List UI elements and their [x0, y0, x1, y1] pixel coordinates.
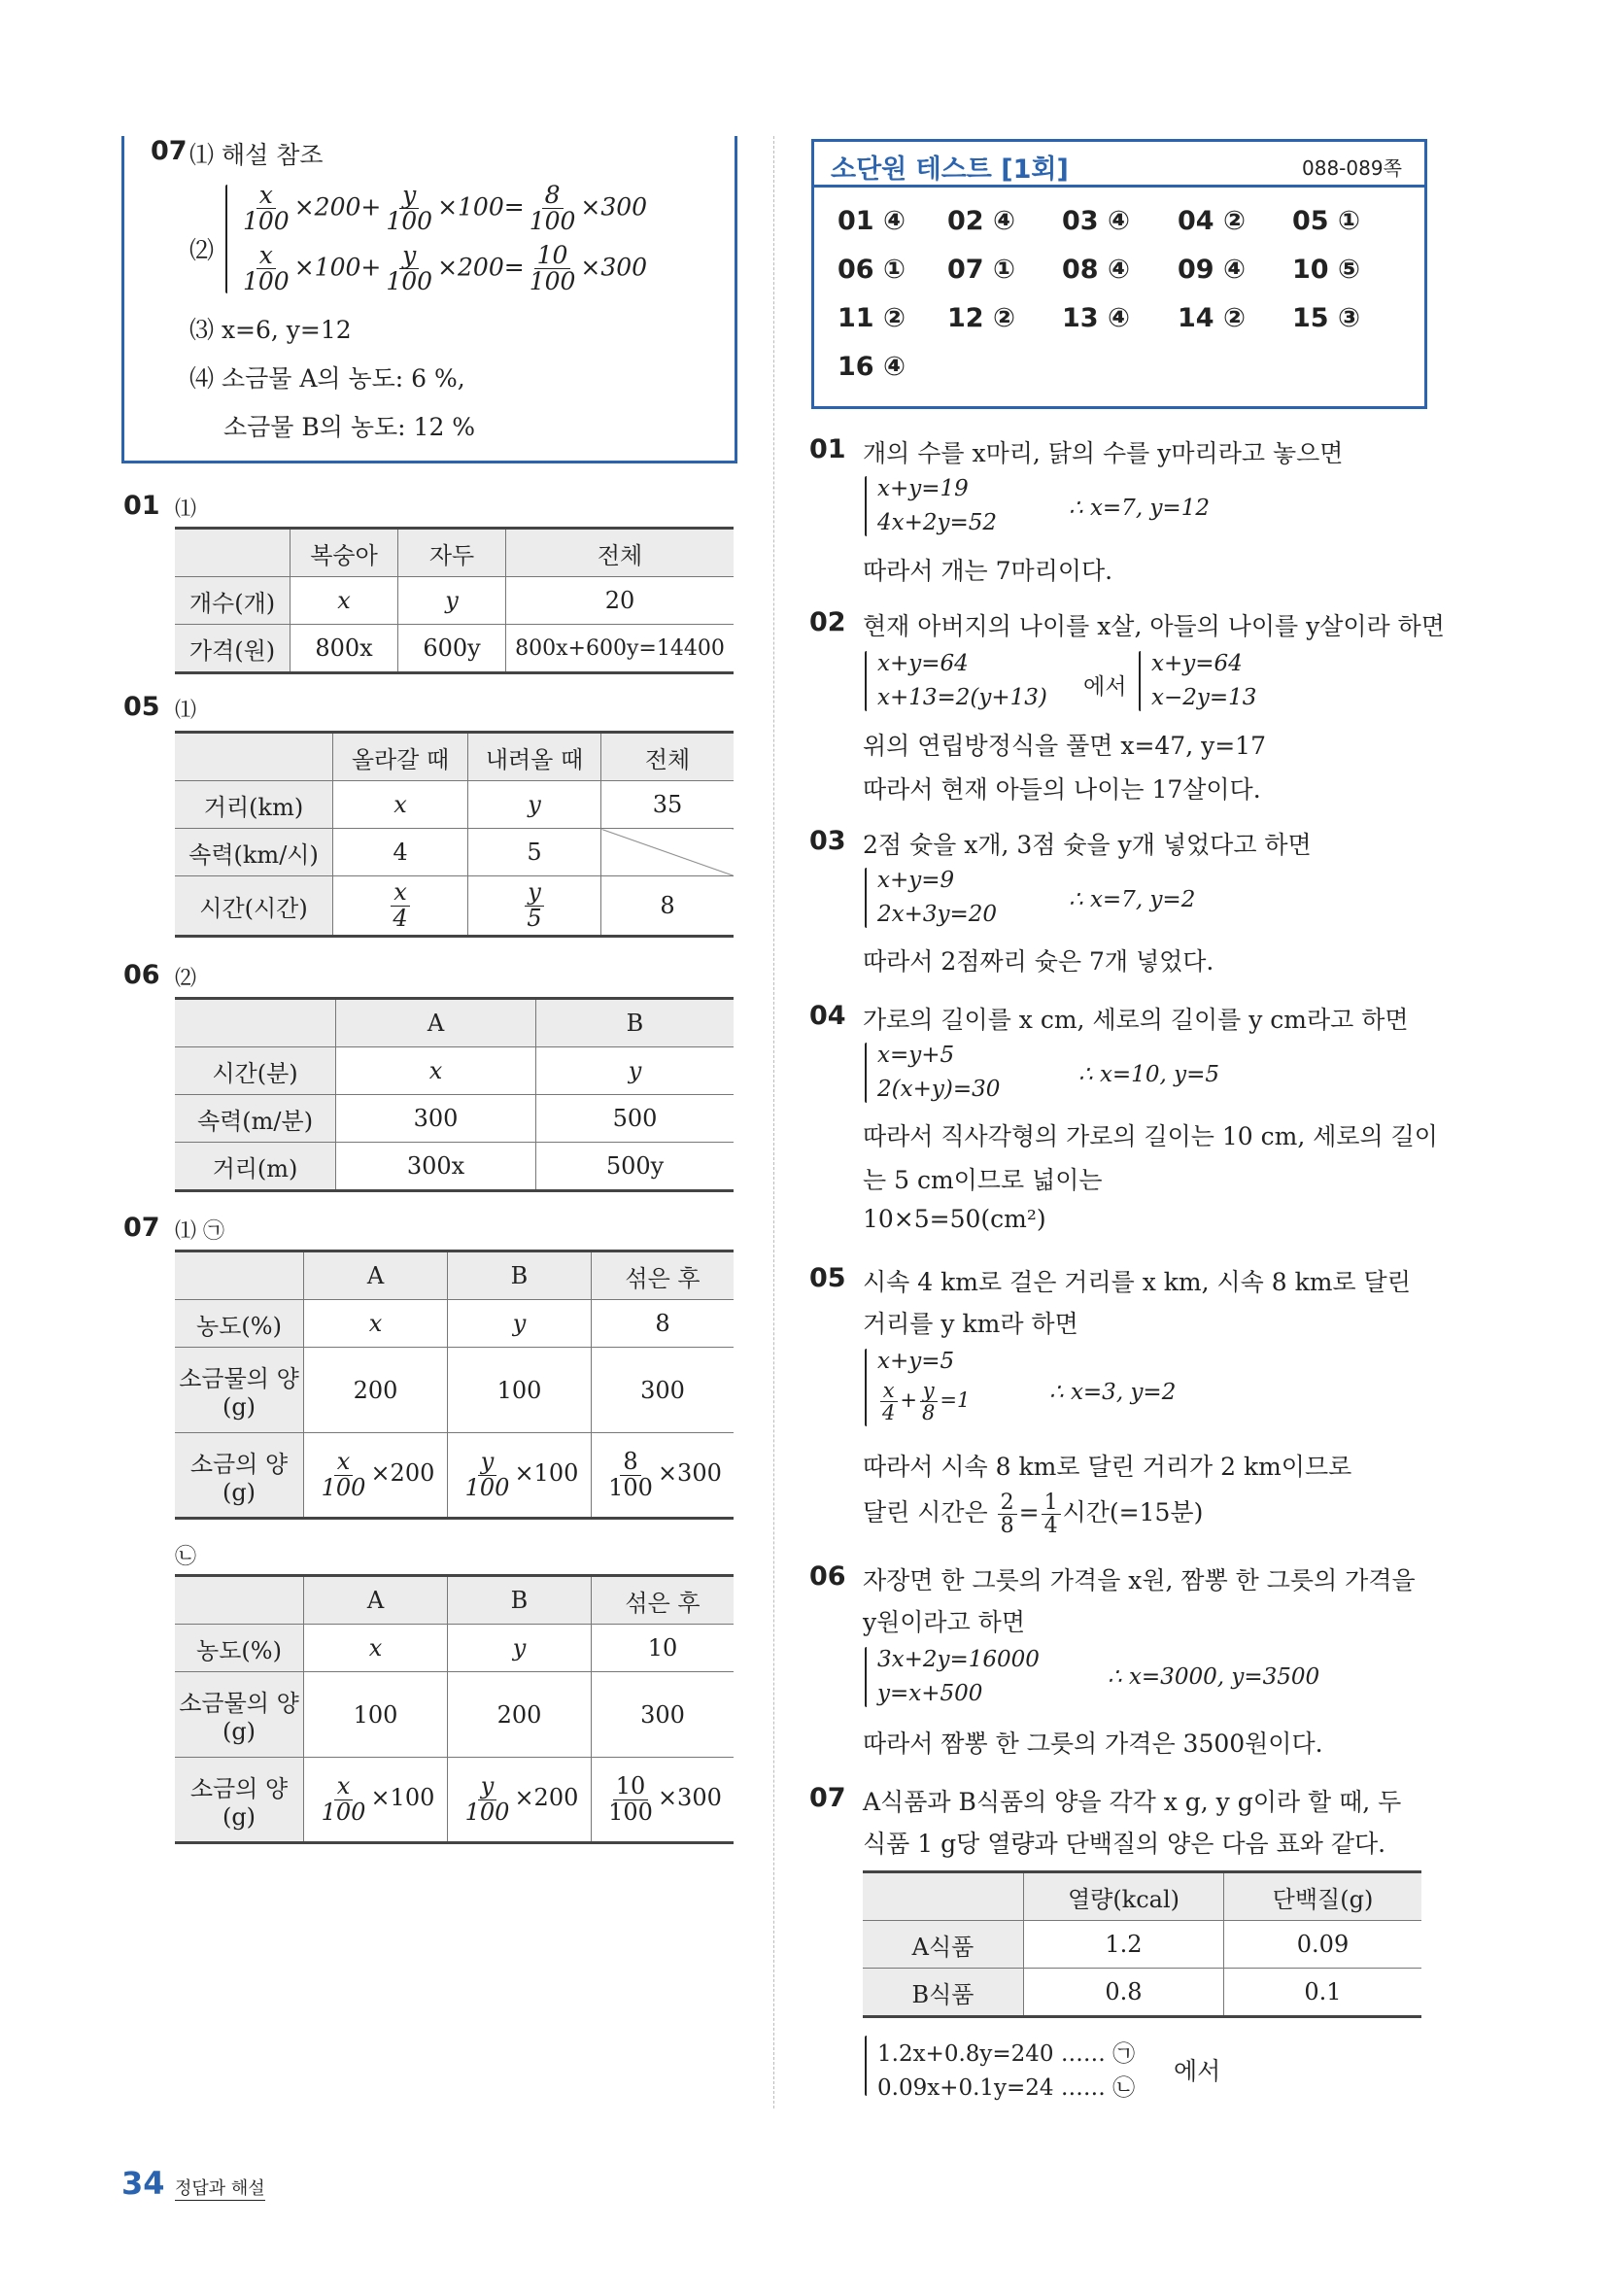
system-brace — [225, 185, 227, 293]
equation: x+y=19 — [877, 476, 969, 501]
answer-line: ⑶ x=6, y=12 — [189, 316, 352, 344]
solution-text: 는 5 cm이므로 넓이는 — [863, 1166, 1103, 1194]
sub-label: ⑴ — [175, 497, 197, 522]
question-number: 07 — [809, 1783, 846, 1813]
solution-text: 따라서 2점짜리 슛은 7개 넣었다. — [863, 947, 1214, 976]
equation-1: $\frac{x}{100}$ ×200+ $\frac{y}{100}$ ×100= $\frac{8}{100}$ ×300 — [243, 181, 648, 236]
result: ∴ x=10, y=5 — [1078, 1062, 1219, 1087]
test-answer: 04 ② — [1178, 206, 1246, 236]
result: ∴ x=7, y=2 — [1069, 887, 1196, 912]
sub-label: ⑴ ㉠ — [175, 1219, 224, 1244]
system-brace — [865, 1647, 867, 1707]
table-q07-a: A B 섞은 후 농도(%) x y 8 소금물의 양(g) 200 100 300 소금의 양(g) $\frac{x}{100}$ ×200 $\frac{y}{100}$ ×100 $\frac{8}{100}$ ×300 — [175, 1250, 734, 1520]
test-title: 소단원 테스트 [1회] — [831, 154, 1069, 185]
table-q05: 올라갈 때 내려올 때 전체 거리(km) x y 35 속력(km/시) 4 5 시간(시간) $\frac{x}{4}$ $\frac{y}{5}$ 8 — [175, 731, 734, 938]
system-brace — [865, 651, 867, 711]
equation-2: $\frac{x}{100}$ ×100+ $\frac{y}{100}$ ×200= $\frac{10}{100}$ ×300 — [243, 241, 648, 296]
equation: x−2y=13 — [1151, 685, 1257, 710]
question-number: 05 — [123, 692, 160, 722]
equation: 0.09x+0.1y=24 …… ㉡ — [877, 2075, 1136, 2101]
table-q07-b: A B 섞은 후 농도(%) x y 10 소금물의 양(g) 100 200 300 소금의 양(g) $\frac{x}{100}$ ×100 $\frac{y}{100}$ ×200 $\frac{10}{100}$ ×300 — [175, 1574, 734, 1844]
test-answer: 11 ② — [838, 303, 906, 333]
system-brace — [865, 868, 867, 928]
equation: x+y=9 — [877, 868, 955, 893]
result: ∴ x=3000, y=3500 — [1108, 1664, 1320, 1690]
table-q06: A B 시간(분) x y 속력(m/분) 300 500 거리(m) 300x 500y — [175, 997, 734, 1192]
solution-text: 에서 — [1174, 2057, 1221, 2085]
equation: x+13=2(y+13) — [877, 685, 1047, 710]
test-answer: 05 ① — [1292, 206, 1360, 236]
sub-label: ㉡ — [175, 1545, 197, 1569]
result: ∴ x=7, y=12 — [1069, 496, 1210, 521]
equation: x=y+5 — [877, 1043, 955, 1068]
solution-text: 따라서 현재 아들의 나이는 17살이다. — [863, 775, 1261, 804]
system-brace — [865, 2036, 867, 2096]
solution-text: 개의 수를 x마리, 닭의 수를 y마리라고 놓으면 — [863, 439, 1344, 467]
solution-text: 자장면 한 그릇의 가격을 x원, 짬뽕 한 그릇의 가격을 — [863, 1566, 1416, 1594]
solution-text: 거리를 y km라 하면 — [863, 1310, 1078, 1338]
answer-line: ⑴ 해설 참조 — [189, 141, 324, 169]
answer-line: ⑷ 소금물 A의 농도: 6 %, — [189, 364, 465, 393]
test-answer: 08 ④ — [1062, 255, 1130, 285]
system-brace — [865, 1043, 867, 1103]
solution-text: y원이라고 하면 — [863, 1608, 1025, 1636]
solution-text: 에서 — [1083, 674, 1127, 700]
sub-label: ⑵ — [175, 967, 197, 991]
solution-text: 따라서 개는 7마리이다. — [863, 557, 1113, 585]
solution-text: 가로의 길이를 x cm, 세로의 길이를 y cm라고 하면 — [863, 1006, 1409, 1034]
test-answer: 12 ② — [947, 303, 1015, 333]
equation: x+y=64 — [877, 651, 969, 676]
equation: 2x+3y=20 — [877, 902, 998, 927]
equation: 2(x+y)=30 — [877, 1077, 1001, 1102]
test-answer: 07 ① — [947, 255, 1015, 285]
solution-text: 달린 시간은 $\frac{2}{8}$ = $\frac{1}{4}$ 시간(=15분) — [863, 1491, 1204, 1539]
sub-label: ⑴ — [175, 699, 197, 723]
question-number: 07 — [151, 136, 188, 166]
equation: x+y=64 — [1151, 651, 1243, 676]
question-number: 03 — [809, 826, 846, 856]
solution-text: 10×5=50(cm²) — [863, 1205, 1046, 1233]
result: ∴ x=3, y=2 — [1049, 1380, 1177, 1405]
equation: 4x+2y=52 — [877, 510, 998, 535]
test-answer: 09 ④ — [1178, 255, 1246, 285]
system-brace — [1139, 651, 1141, 711]
empty-diagonal-cell — [601, 829, 735, 876]
question-number: 04 — [809, 1001, 846, 1031]
question-number: 02 — [809, 607, 846, 637]
equation: y=x+500 — [877, 1681, 983, 1706]
solution-text: 2점 슛을 x개, 3점 슛을 y개 넣었다고 하면 — [863, 831, 1312, 859]
test-answer: 14 ② — [1178, 303, 1246, 333]
solution-text: 현재 아버지의 나이를 x살, 아들의 나이를 y살이라 하면 — [863, 612, 1445, 640]
solution-text: 식품 1 g당 열량과 단백질의 양은 다음 표와 같다. — [863, 1830, 1386, 1858]
solution-text: 따라서 직사각형의 가로의 길이는 10 cm, 세로의 길이 — [863, 1122, 1438, 1150]
equation: 3x+2y=16000 — [877, 1647, 1040, 1672]
question-number: 06 — [123, 960, 160, 990]
table-s07: 열량(kcal) 단백질(g) A식품 1.2 0.09 B식품 0.8 0.1 — [863, 1870, 1421, 2018]
column-divider — [773, 136, 774, 2108]
answer-line: 소금물 B의 농도: 12 % — [223, 413, 476, 441]
table-q01: 복숭아 자두 전체 개수(개) x y 20 가격(원) 800x 600y 800x+600y=14400 — [175, 527, 734, 674]
system-brace — [865, 476, 867, 536]
page-number: 34 — [121, 2165, 165, 2202]
solution-text: 시속 4 km로 걸은 거리를 x km, 시속 8 km로 달린 — [863, 1268, 1411, 1296]
test-answer: 16 ④ — [838, 352, 906, 382]
test-answer: 01 ④ — [838, 206, 906, 236]
footer-label: 정답과 해설 — [175, 2175, 265, 2201]
test-answer: 13 ④ — [1062, 303, 1130, 333]
answer-label: ⑵ — [189, 236, 215, 264]
equation: $\frac{x}{4}$ + $\frac{y}{8}$ =1 — [877, 1380, 970, 1423]
solution-text: 따라서 시속 8 km로 달린 거리가 2 km이므로 — [863, 1453, 1352, 1481]
question-number: 05 — [809, 1263, 846, 1293]
test-answer: 06 ① — [838, 255, 906, 285]
test-answer: 10 ⑤ — [1292, 255, 1360, 285]
equation: x+y=5 — [877, 1349, 955, 1374]
test-answer: 03 ④ — [1062, 206, 1130, 236]
solution-text: A식품과 B식품의 양을 각각 x g, y g이라 할 때, 두 — [863, 1788, 1402, 1816]
test-pages: 088-089쪽 — [1302, 156, 1402, 180]
question-number: 01 — [123, 491, 160, 521]
system-brace — [865, 1349, 867, 1426]
question-number: 01 — [809, 434, 846, 464]
solution-text: 따라서 짬뽕 한 그릇의 가격은 3500원이다. — [863, 1730, 1323, 1758]
test-answer: 15 ③ — [1292, 303, 1360, 333]
question-number: 07 — [123, 1213, 160, 1243]
question-number: 06 — [809, 1561, 846, 1592]
test-answer: 02 ④ — [947, 206, 1015, 236]
solution-text: 위의 연립방정식을 풀면 x=47, y=17 — [863, 732, 1266, 760]
equation: 1.2x+0.8y=240 …… ㉠ — [877, 2041, 1136, 2067]
